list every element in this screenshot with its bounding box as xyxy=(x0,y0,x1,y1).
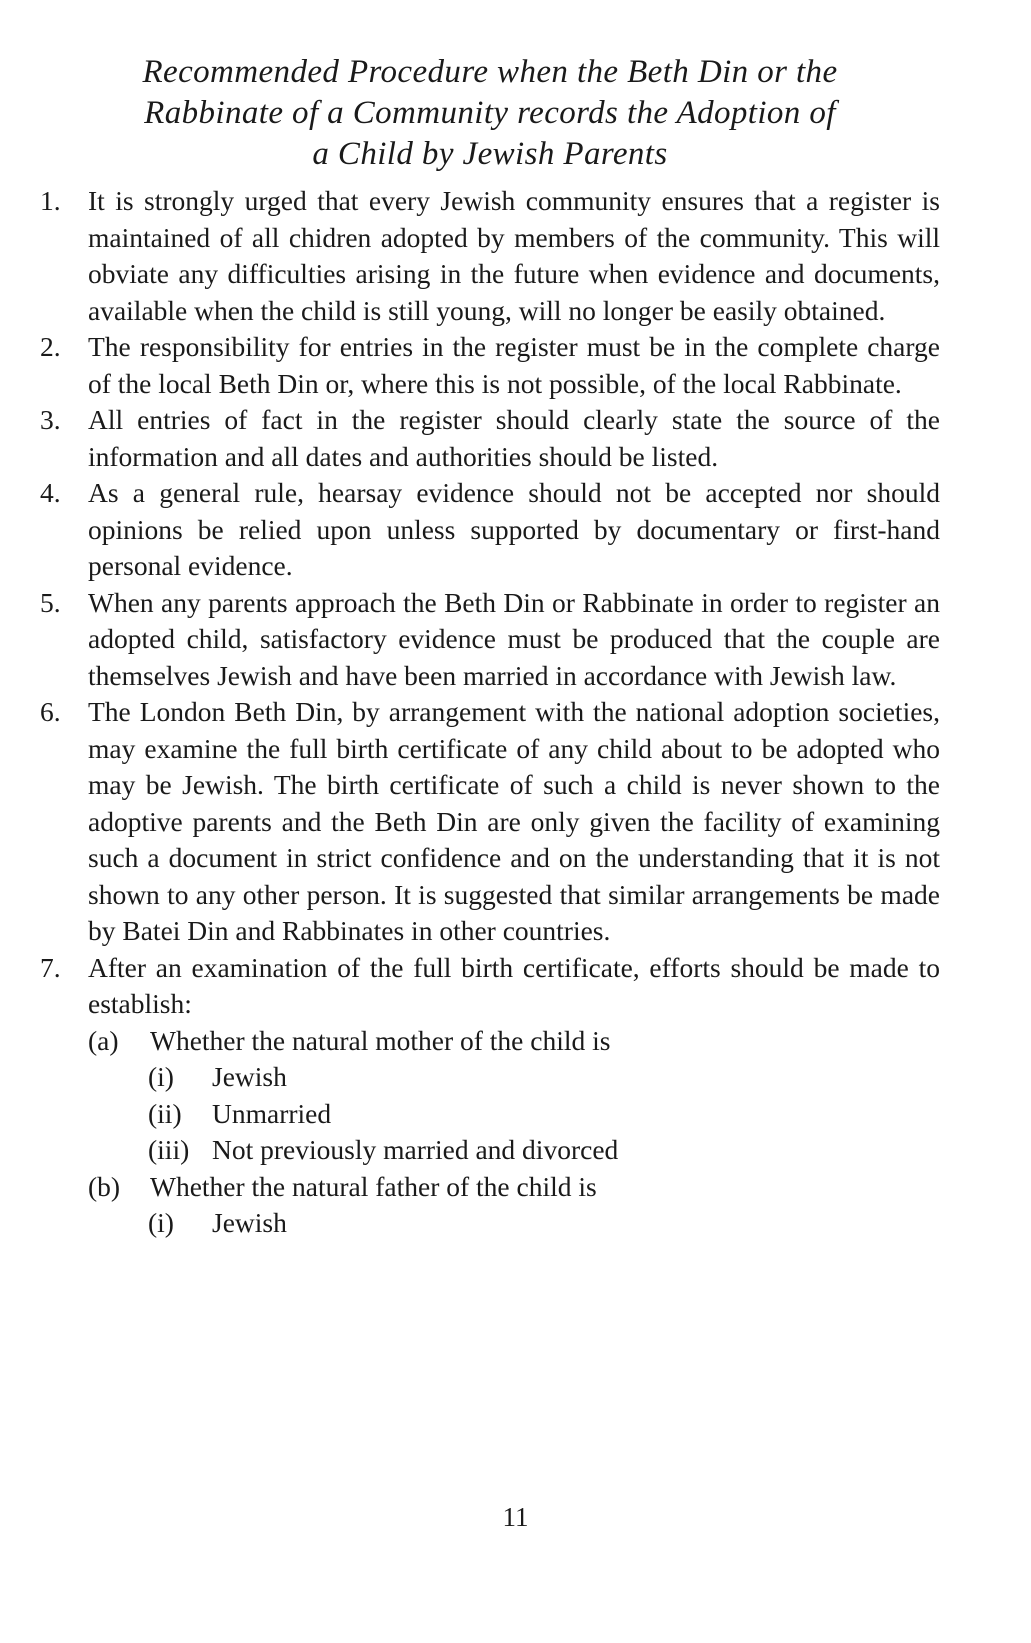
sub-point-numeral: (i) xyxy=(148,1207,174,1238)
item-number: 4. xyxy=(40,477,61,508)
sub-item-text: Whether the natural father of the child is xyxy=(150,1170,597,1202)
title-line: Recommended Procedure when the Beth Din or the xyxy=(142,54,838,90)
sub-point xyxy=(150,1096,940,1133)
item-number: 5. xyxy=(40,586,61,618)
procedure-list xyxy=(40,183,940,1242)
list-item xyxy=(40,585,940,695)
list-item xyxy=(40,329,940,402)
sub-point-text: Unmarried xyxy=(212,1097,332,1129)
sub-item-letter: (b) xyxy=(88,1170,121,1202)
item-number: 3. xyxy=(40,404,61,435)
item-text: The London Beth Din, by arrangement with the national adoption societies, may examine the full birth certificate of any child about to be adopted who may be Jewish. The birth certificate of such a child is never shown to the adoptive parents and the Beth Din are only given the facility of examining such a document in strict confidence and on the understanding that it is not shown to any other person. It is suggested that similar arrangements be made by Batei Din and Rabbinates in other countries. xyxy=(88,696,940,946)
title-line: a Child by Jewish Parents xyxy=(312,136,668,172)
item-number: 2. xyxy=(40,331,61,362)
item-number: 7. xyxy=(40,951,61,983)
sub-point xyxy=(150,1132,940,1169)
sub-item-b xyxy=(88,1169,940,1206)
list-item xyxy=(40,694,940,950)
list-item xyxy=(40,402,940,475)
sub-point-numeral: (i) xyxy=(148,1061,174,1092)
sub-point-text: Jewish xyxy=(212,1061,287,1092)
sub-point-numeral: (ii) xyxy=(148,1097,182,1129)
sub-point xyxy=(150,1059,940,1096)
sub-item-a xyxy=(88,1023,940,1060)
sub-item-letter: (a) xyxy=(88,1024,119,1056)
item-text: After an examination of the full birth certificate, efforts should be made to establish: xyxy=(88,951,940,1019)
item-text: It is strongly urged that every Jewish community ensures that a register is maintained of all chidren adopted by members of the community. This will obviate any difficulties arising in the future when evidence and documents, available when the child is still young, will no longer be easily obtained. xyxy=(88,185,940,326)
page-number: 11 xyxy=(502,1502,529,1532)
sub-point-text: Jewish xyxy=(212,1207,287,1238)
item-text: As a general rule, hearsay evidence should not be accepted nor should opinions be relied upon unless supported by documentary or first-hand personal evidence. xyxy=(88,477,940,581)
sub-point-text: Not previously married and divorced xyxy=(212,1134,619,1165)
sub-item-text: Whether the natural mother of the child is xyxy=(150,1024,611,1056)
title-line: Rabbinate of a Community records the Adoption of xyxy=(144,95,836,131)
item-number: 1. xyxy=(40,185,61,216)
item-number: 6. xyxy=(40,696,61,727)
document-page xyxy=(40,52,940,1242)
item-text: When any parents approach the Beth Din or Rabbinate in order to register an adopted child, satisfactory evidence must be produced that the couple are themselves Jewish and have been married in accordance with Jewish law. xyxy=(88,586,940,691)
list-item xyxy=(40,183,940,329)
item-text: The responsibility for entries in the register must be in the complete charge of the local Beth Din or, where this is not possible, of the local Rabbinate. xyxy=(88,331,940,399)
sub-point xyxy=(150,1205,940,1242)
sub-point-numeral: (iii) xyxy=(148,1134,190,1165)
page-title xyxy=(40,52,940,175)
item-text: All entries of fact in the register should clearly state the source of the information and all dates and authorities should be listed. xyxy=(88,404,940,472)
list-item xyxy=(40,950,940,1242)
list-item xyxy=(40,475,940,585)
